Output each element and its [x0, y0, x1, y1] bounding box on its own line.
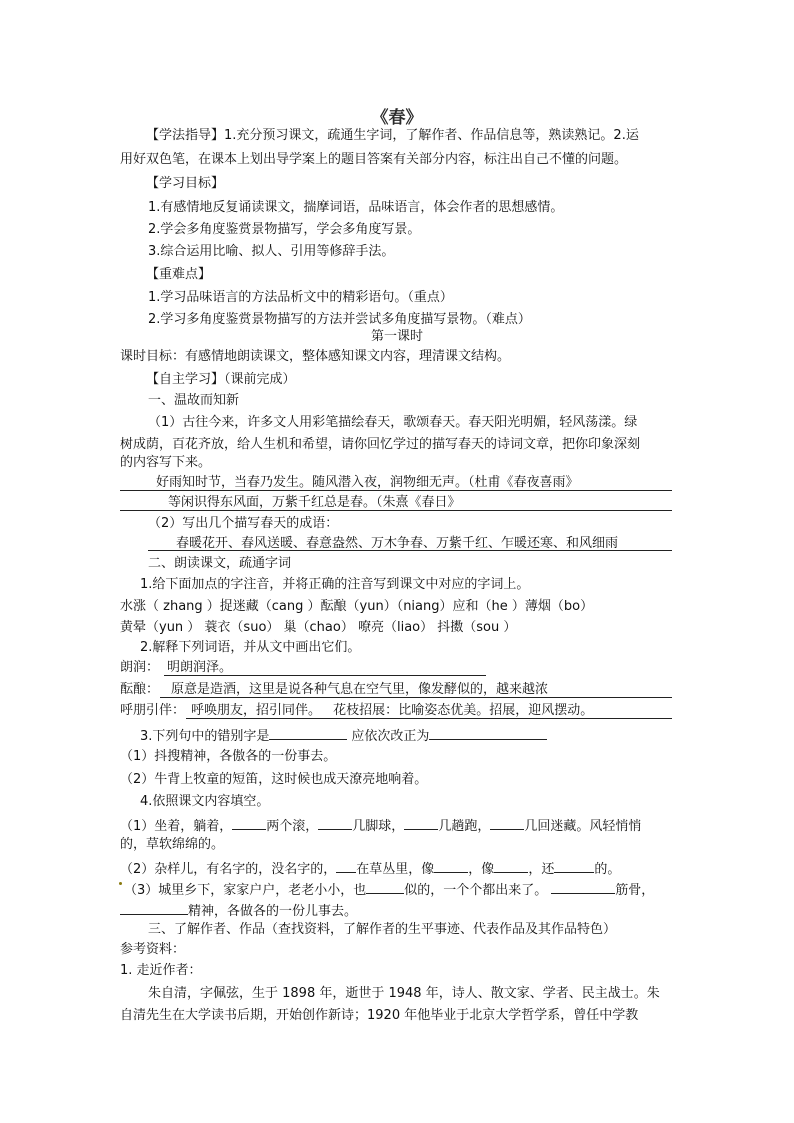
section-2-question-2: 2.解释下列词语，并从文中画出它们。	[140, 640, 361, 655]
section-2-question-4: 4.依照课文内容填空。	[140, 794, 270, 809]
section-1-question-2: （2）写出几个描写春天的成语：	[148, 516, 339, 531]
answer-line	[148, 550, 672, 551]
answer-line	[120, 490, 672, 491]
fill-blank[interactable]	[434, 859, 468, 873]
key-points-heading: 【重难点】	[146, 267, 212, 282]
fill-blank[interactable]	[232, 816, 266, 830]
answer-poem-1: 好雨知时节，当春乃发生。随风潜入夜，润物细无声。（杜甫《春夜喜雨》	[156, 475, 579, 490]
fill-3-line-2: 精神，各做各的一份儿事去。	[120, 901, 357, 920]
section-1-heading: 一、温故而知新	[148, 393, 240, 408]
answer-line	[160, 697, 672, 698]
section-1-question-1: 树成荫，百花齐放，给人生机和希望，请你回忆学过的描写春天的诗词文章，把你印象深刻	[120, 437, 641, 452]
fill-1-line-1: （1）坐着，躺着， 两个滚， 几脚球， 几趟跑， 几回迷藏。风轻悄悄	[120, 816, 641, 835]
author-paragraph-line: 自清先生在大学读书后期，开始创作新诗；1920 年他毕业于北京大学哲学系，曾任中学教	[120, 1008, 639, 1023]
section-2-question-3: 3.下列句中的错别字是 应依次改正为	[140, 726, 547, 745]
section-2-question-1: 1.给下面加点的字注音，并将正确的注音写到课文中对应的字词上。	[140, 577, 530, 592]
fill-2: （2）杂样儿，有名字的，没名字的， 在草丛里，像 ，像 ，还 的。	[120, 859, 620, 878]
answer-poem-2: 等闲识得东风面，万紫千红总是春。（朱熹《春日》	[168, 495, 461, 510]
section-2-heading: 二、朗读课文，疏通字词	[148, 556, 292, 571]
fill-blank[interactable]	[366, 880, 404, 894]
answer-line	[164, 675, 486, 676]
lesson-heading: 第一课时	[370, 329, 423, 344]
section-3-heading: 三、了解作者、作品（查找资料，了解作者的生平事迹、代表作品及其作品特色）	[148, 922, 617, 937]
subsection-heading: 1. 走近作者：	[120, 963, 202, 978]
fill-blank[interactable]	[429, 726, 547, 740]
section-1-question-1: 的内容写下来。	[120, 455, 212, 470]
fill-blank[interactable]	[120, 901, 188, 915]
fill-3-line-1: （3）城里乡下，家家户户，老老小小，也 似的，一个个都出来了。 筋骨，	[124, 880, 654, 899]
key-point-item: 1.学习品味语言的方法品析文中的精彩语句。（重点）	[148, 290, 453, 305]
pinyin-row-1: 水涨（ zhang ）捉迷藏（cang ）酝酿（yun）（niang）应和（he ）薄烟（bo）	[120, 599, 594, 614]
fill-blank[interactable]	[336, 859, 356, 873]
answer-line	[186, 718, 672, 719]
fill-1-line-2: 的，草软绵绵的。	[120, 837, 225, 852]
reference-label: 参考资料：	[120, 942, 186, 957]
fill-blank[interactable]	[318, 816, 352, 830]
key-point-item: 2.学习多角度鉴赏景物描写的方法并尝试多角度描写景物。（难点）	[148, 312, 531, 327]
objective-item: 3.综合运用比喻、拟人、引用等修辞手法。	[148, 244, 395, 259]
lesson-objective: 课时目标：有感情地朗读课文，整体感知课文内容，理清课文结构。	[120, 349, 511, 364]
study-guide-line-2: 用好双色笔，在课本上划出导学案上的题目答案有关部分内容，标注出自己不懂的问题。	[120, 152, 628, 167]
fill-blank[interactable]	[404, 816, 438, 830]
objective-item: 1.有感情地反复诵读课文，揣摩词语，品味语言，体会作者的思想感情。	[148, 200, 564, 215]
objectives-heading: 【学习目标】	[146, 176, 225, 191]
definition-yunniang: 酝酿： 原意是造酒，这里是说各种气息在空气里，像发酵似的，越来越浓	[120, 682, 549, 697]
definition-hupeng: 呼朋引伴： 呼唤朋友，招引同伴。 花枝招展：比喻姿态优美。招展，迎风摆动。	[120, 703, 594, 718]
pinyin-row-2: 黄晕（yun ） 蓑衣（suo） 巢（chao） 嘹亮（liao） 抖擞（sou ）	[120, 620, 517, 635]
fill-blank[interactable]	[554, 859, 594, 873]
fill-blank[interactable]	[269, 726, 347, 740]
marker-dot	[119, 882, 122, 885]
document-title: 《春》	[371, 108, 423, 128]
fill-blank[interactable]	[494, 859, 528, 873]
author-paragraph-line: 朱自清，字佩弦，生于 1898 年，逝世于 1948 年，诗人、散文家、学者、民主战士。朱	[148, 986, 660, 1001]
answer-idioms: 春暖花开、春风送暖、春意盎然、万木争春、万紫千红、乍暖还寒、和风细雨	[176, 536, 619, 551]
study-guide-heading: 【学法指导】	[146, 128, 225, 143]
objective-item: 2.学会多角度鉴赏景物描写，学会多角度写景。	[148, 222, 421, 237]
sentence-2: （2）牛背上牧童的短笛，这时候也成天潦亮地响着。	[120, 772, 428, 787]
fill-blank[interactable]	[490, 816, 524, 830]
sentence-1: （1）抖搜精神，各傲各的一份事去。	[120, 749, 337, 764]
answer-line	[120, 510, 672, 511]
self-study-heading: 【自主学习】（课前完成）	[146, 372, 296, 387]
study-guide-line-1: 【学法指导】1.充分预习课文，疏通生字词，了解作者、作品信息等，熟读熟记。2.运	[146, 128, 639, 143]
fill-blank[interactable]	[551, 880, 615, 894]
definition-langrun: 朗润： 明朗润泽。	[120, 660, 233, 675]
section-1-question-1: （1）古往今来，许多文人用彩笔描绘春天，歌颂春天。春天阳光明媚，轻风荡漾。绿	[148, 415, 638, 430]
